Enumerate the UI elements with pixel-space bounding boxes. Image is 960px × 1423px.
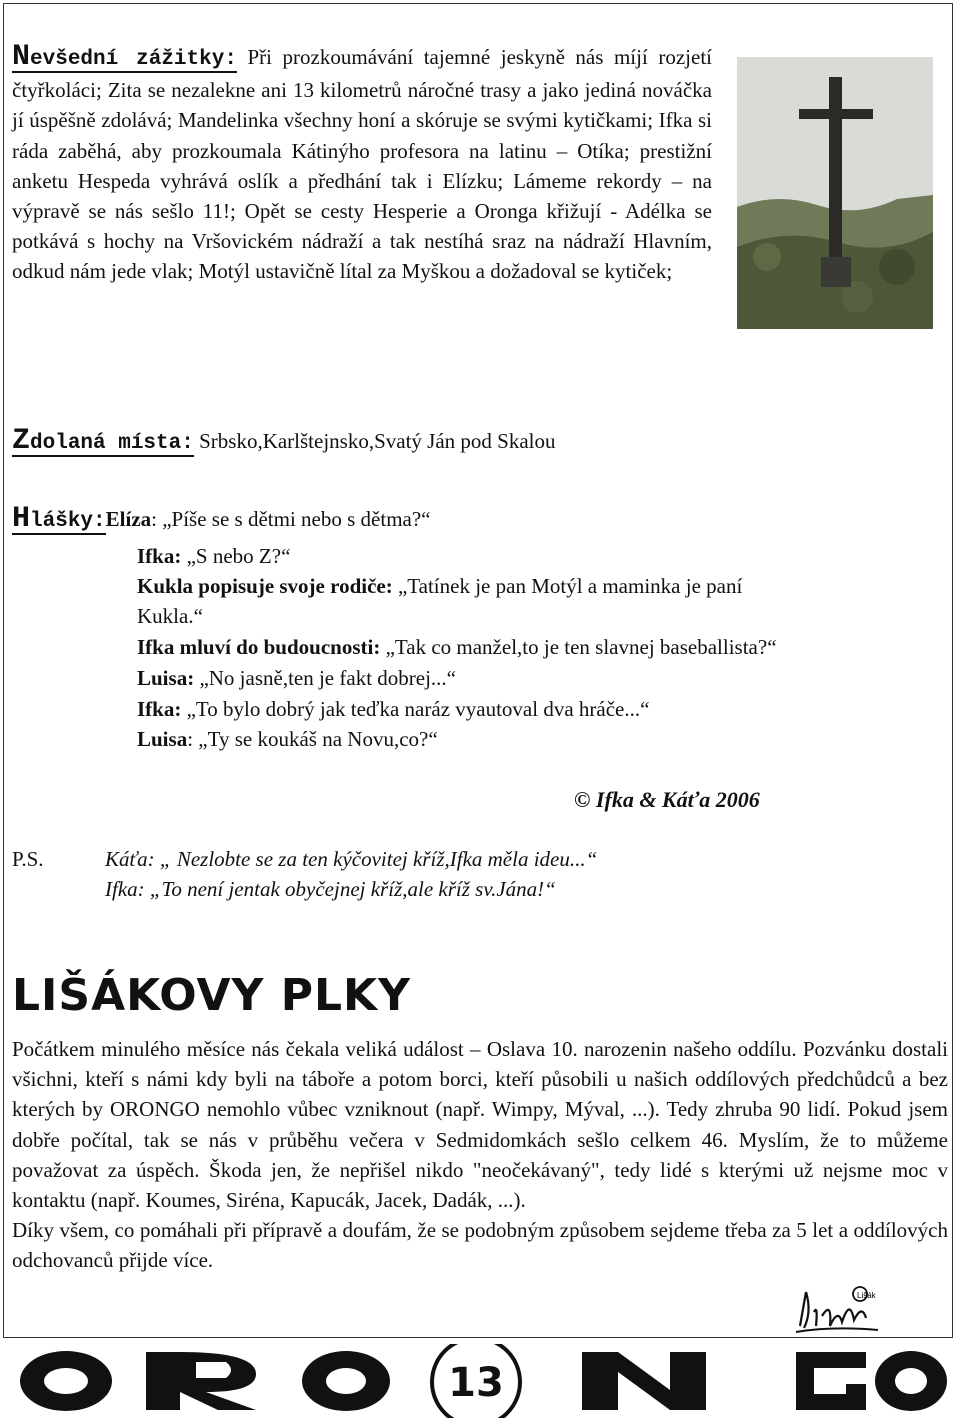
hlasky-line-0: Hlášky:Elíza: „Píše se s dětmi nebo s dětma?“ (12, 502, 431, 536)
ps-line-1: Káťa: „ Nezlobte se za ten kýčovitej kříž,Ifka měla ideu...“ (105, 847, 598, 871)
signature (792, 1282, 884, 1338)
hlasky-line-1: Ifka: „S nebo Z?“ (137, 544, 291, 568)
hlasky-line-7: Luisa: „Ty se koukáš na Novu,co?“ (137, 727, 438, 751)
lisakovy-title: LIŠÁKOVY PLKY (12, 970, 411, 1021)
hlasky-line-5: Luisa: „No jasně,ten je fakt dobrej...“ (137, 666, 457, 690)
page-number: 13 (448, 1360, 504, 1406)
orongo-footer-logo (6, 1344, 952, 1418)
lisakovy-paragraph (12, 1034, 948, 1276)
hlasky-line-6: Ifka: „To bylo dobrý jak teďka naráz vyautoval dva hráče...“ (137, 697, 650, 721)
cross-photo-icon (737, 57, 933, 329)
mista-text: Srbsko,Karlštejnsko,Svatý Ján pod Skalou (199, 429, 556, 453)
ps-label: P.S. (12, 847, 44, 871)
hlasky-heading: Hlášky: (12, 502, 106, 536)
zazitky-heading: Nevšední zážitky: (12, 40, 237, 74)
lisakovy-text-2: Díky všem, co pomáhali při přípravě a doufám, že se podobným způsobem sejdeme třeba za 5 let a oddílových odchovanců přijde více. (12, 1218, 948, 1273)
signature-text: Lišák (857, 1291, 876, 1300)
lisakovy-text: Počátkem minulého měsíce nás čekala veliká událost – Oslava 10. narozenin našeho oddílu. Pozvánku dostali všichni, kteří s námi kdy byli na táboře a potom borci, kteří působili u našich oddílových předchůdců a bez kterých by ORONGO nemohlo vůbec vzniknout (např. Wimpy, Mýval, ...). Tedy zhruba 90 lidí. Pokud jsem dobře počítal, tak se nás v průběhu večera v Sedmidomkách sešlo celkem 46. Myslím, že to můžeme považovat za úspěch. Škoda jen, že nepřišel nikdo "neočekávaný", tedy lidé s kterými už nejsme moc v kontaktu (např. Koumes, Siréna, Kapucák, Jacek, Dadák, ...). (12, 1037, 948, 1213)
mista-heading: Zdolaná místa: (12, 424, 194, 458)
zazitky-paragraph (12, 42, 712, 287)
mista-line (12, 424, 556, 458)
ps-line-2: Ifka: „To není jentak obyčejnej kříž,ale kříž sv.Jána!“ (105, 877, 556, 901)
hlasky-line-3: Kukla.“ (137, 604, 203, 628)
zazitky-text: Při prozkoumávání tajemné jeskyně nás míjí rozjetí čtyřkoláci; Zita se nezalekne ani 13 kilometrů náročné trasy a jako jediná nováčka jí úspěšně zdolává; Mandelinka všechny honí a skóruje se svými kytičkami; Ifka si ráda zaběhá, aby prozkoumala Kátinýho profesora na latinu – Otíka; prestižní anketu Hespeda vyhrává oslík a předhání tak i Elízku; Lámeme rekordy – na výpravě se nás sešlo 11!; Opět se cesty Hesperie a Oronga křižují - Adélka se potkává s hochy na Vršovickém nádraží a tak nestíhá sraz na nádraží Hlavním, odkud nám jede vlak; Motýl ustavičně lítal za Myškou a dožadoval se kytiček; (12, 45, 712, 284)
orongo-logo-icon (6, 1344, 952, 1418)
hlasky-line-2: Kukla popisuje svoje rodiče: „Tatínek je pan Motýl a maminka je paní (137, 574, 743, 598)
hlasky-line-4: Ifka mluví do budoucnosti: „Tak co manžel,to je ten slavnej baseballista?“ (137, 635, 777, 659)
copyright-line: © Ifka & Káťa 2006 (574, 787, 760, 812)
